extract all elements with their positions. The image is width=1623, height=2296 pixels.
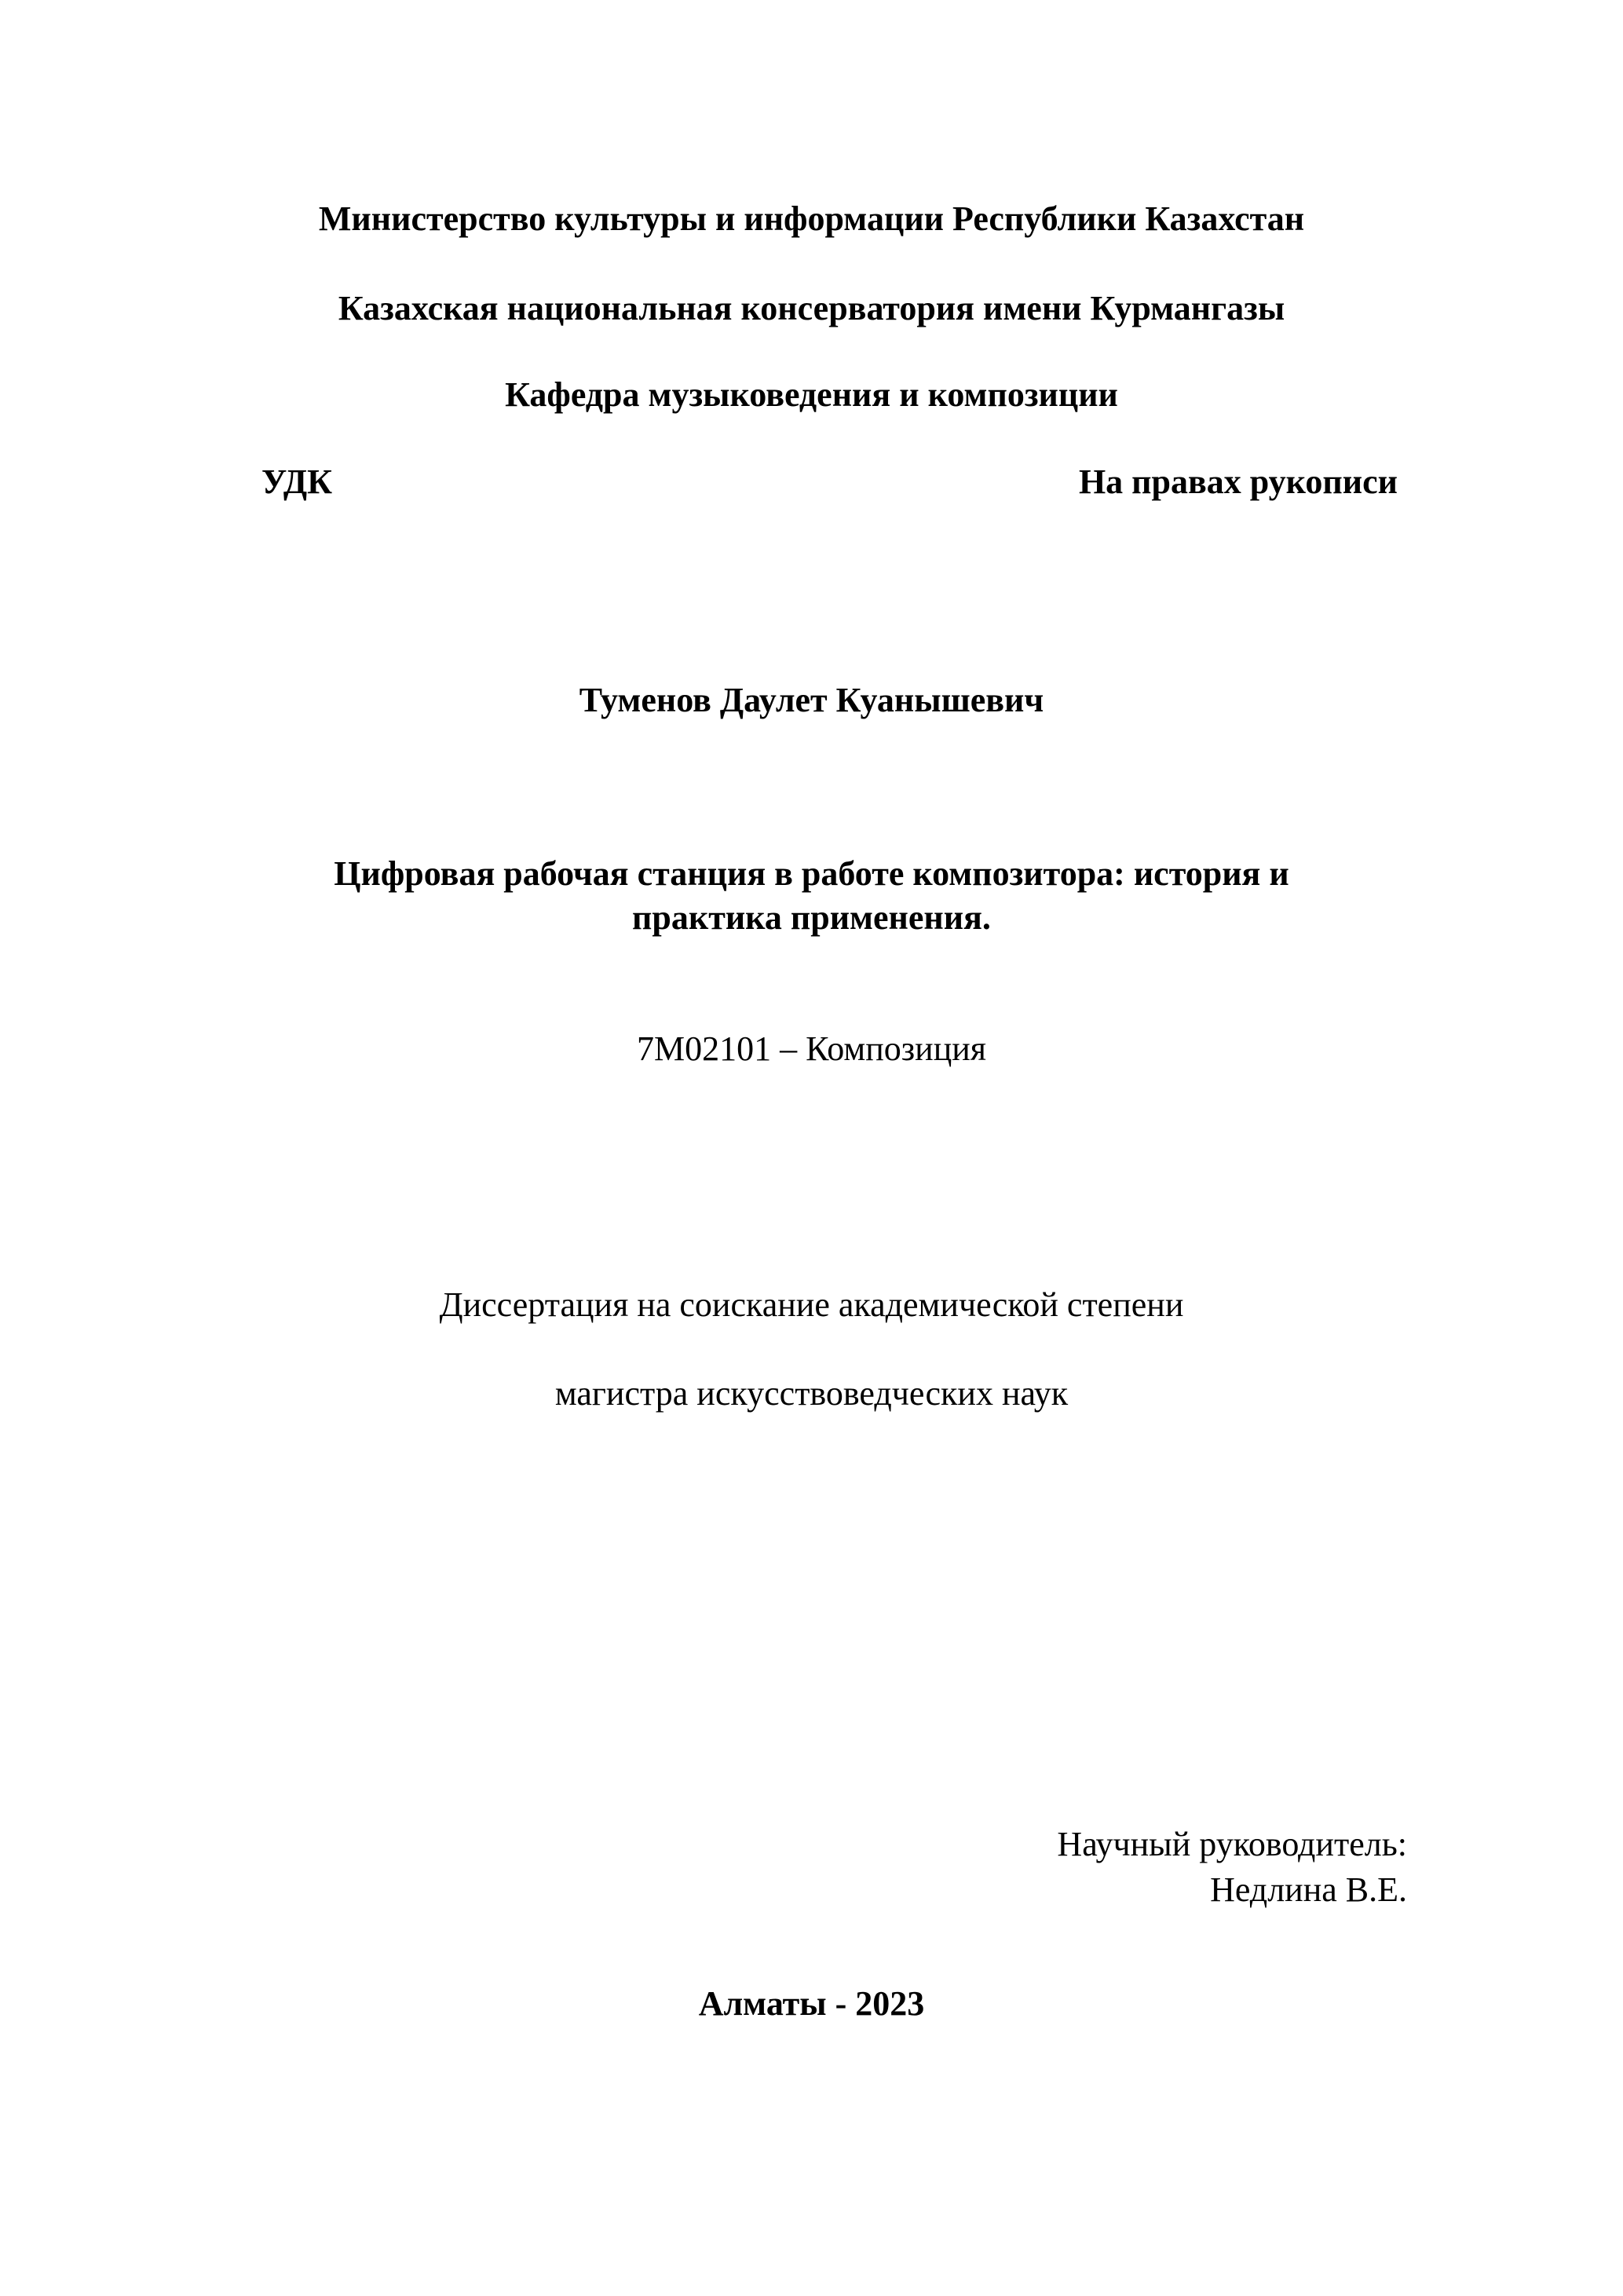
supervisor-name: Недлина В.Е. xyxy=(1210,1870,1407,1909)
udk-label: УДК xyxy=(261,462,333,501)
thesis-title-line-2: практика применения. xyxy=(632,898,991,937)
city-year: Алматы - 2023 xyxy=(698,1984,925,2023)
department-heading: Кафедра музыковедения и композиции xyxy=(505,375,1118,414)
specialty-code: 7М02101 – Композиция xyxy=(636,1029,987,1068)
thesis-title-line-1: Цифровая рабочая станция в работе композитора: история и xyxy=(334,854,1289,893)
author-name: Туменов Даулет Куанышевич xyxy=(579,681,1044,719)
supervisor-block xyxy=(1057,1822,1407,1913)
supervisor-label: Научный руководитель: xyxy=(1057,1825,1407,1863)
manuscript-note: На правах рукописи xyxy=(1078,462,1398,501)
ministry-heading: Министерство культуры и информации Республики Казахстан xyxy=(318,199,1305,238)
thesis-title xyxy=(0,852,1623,940)
degree-line-2: магистра искусствоведческих наук xyxy=(554,1374,1069,1413)
institution-heading: Казахская национальная консерватория имени Курмангазы xyxy=(338,289,1285,327)
degree-line-1: Диссертация на соискание академической степени xyxy=(439,1285,1184,1324)
